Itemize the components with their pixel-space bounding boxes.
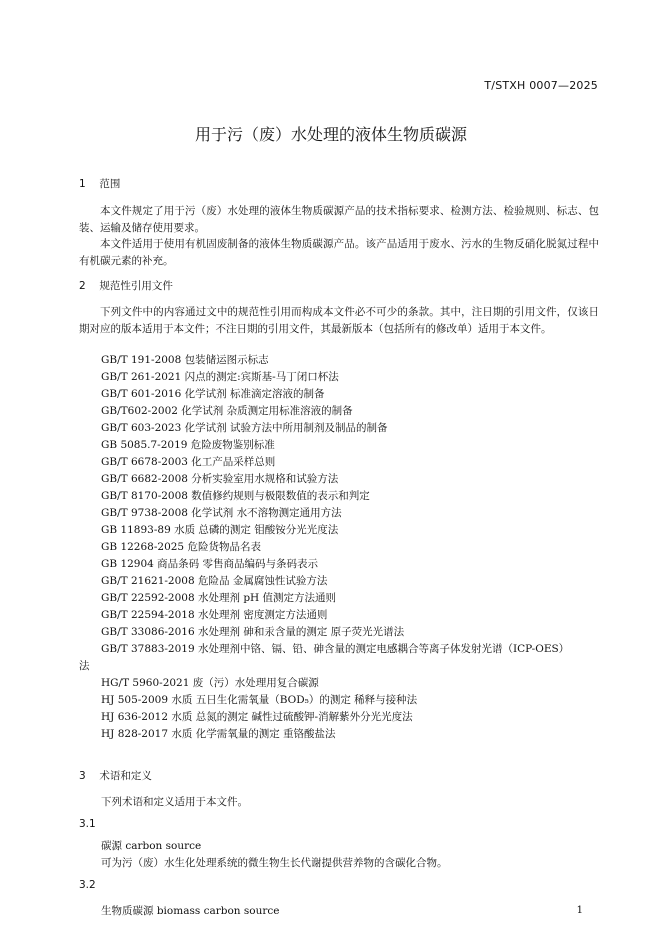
reference-item: HG/T 5960-2021 废（污）水处理用复合碳源 [101, 677, 319, 689]
reference-item: GB/T 22594-2018 水处理剂 密度测定方法通则 [101, 609, 328, 621]
reference-item: GB/T 603-2023 化学试剂 试验方法中所用制剂及制品的制备 [101, 422, 388, 434]
references-intro: 下列文件中的内容通过文中的规范性引用而构成本文件必不可少的条款。其中，注日期的引用文件，仅该日期对应的版本适用于本文件；不注日期的引用文件，其最新版本（包括所有的修改单）适用于本文件。 [79, 306, 599, 335]
scope-paragraph-2: 本文件适用于使用有机固废制备的液体生物质碳源产品。该产品适用于废水、污水的生物反硝化脱氮过程中有机碳元素的补充。 [79, 238, 599, 267]
section-2-heading [79, 278, 173, 293]
reference-item-continuation: 法 [79, 660, 90, 672]
reference-item: GB/T 21621-2008 危险品 金属腐蚀性试验方法 [101, 575, 328, 587]
standard-code: T/STXH 0007—2025 [484, 79, 598, 92]
reference-item: HJ 636-2012 水质 总氮的测定 碱性过硫酸钾-消解紫外分光光度法 [101, 711, 413, 723]
section-title: 规范性引用文件 [99, 280, 173, 292]
section-number: 2 [79, 280, 86, 292]
section-title: 术语和定义 [99, 770, 152, 782]
term-3-1-number: 3.1 [79, 818, 96, 830]
scope-paragraph-1: 本文件规定了用于污（废）水处理的液体生物质碳源产品的技术指标要求、检测方法、检验规则、标志、包装、运输及储存使用要求。 [79, 205, 599, 234]
section-number: 3 [79, 770, 86, 782]
reference-item: HJ 505-2009 水质 五日生化需氧量（BOD₅）的测定 稀释与接种法 [101, 694, 418, 706]
term-3-1-name: 碳源 carbon source [101, 840, 202, 852]
reference-item: HJ 828-2017 水质 化学需氧量的测定 重铬酸盐法 [101, 728, 336, 740]
reference-item: GB/T 601-2016 化学试剂 标准滴定溶液的制备 [101, 388, 325, 400]
term-3-1-definition: 可为污（废）水生化处理系统的微生物生长代谢提供营养物的含碳化合物。 [101, 857, 448, 869]
reference-item: GB/T 191-2008 包装储运图示标志 [101, 354, 269, 366]
reference-item: GB/T 22592-2008 水处理剂 pH 值测定方法通则 [101, 592, 337, 604]
reference-item: GB 5085.7-2019 危险废物鉴别标准 [101, 439, 275, 451]
reference-item: GB/T 37883-2019 水处理剂中铬、镉、铅、砷含量的测定电感耦合等离子体发射光谱（ICP-OES） [101, 643, 570, 655]
section-1-heading [79, 176, 120, 191]
reference-item: GB 12904 商品条码 零售商品编码与条码表示 [101, 558, 319, 570]
reference-item: GB/T 6678-2003 化工产品采样总则 [101, 456, 276, 468]
reference-item: GB 11893-89 水质 总磷的测定 钼酸铵分光光度法 [101, 524, 339, 536]
reference-item: GB/T 8170-2008 数值修约规则与极限数值的表示和判定 [101, 490, 370, 502]
reference-item: GB/T602-2002 化学试剂 杂质测定用标准溶液的制备 [101, 405, 353, 417]
page-number: 1 [576, 905, 583, 916]
reference-item: GB/T 33086-2016 水处理剂 砷和汞含量的测定 原子荧光光谱法 [101, 626, 405, 638]
document-title: 用于污（废）水处理的液体生物质碳源 [194, 125, 467, 144]
term-3-2-name: 生物质碳源 biomass carbon source [101, 905, 280, 917]
reference-item: GB/T 9738-2008 化学试剂 水不溶物测定通用方法 [101, 507, 342, 519]
reference-item: GB/T 6682-2008 分析实验室用水规格和试验方法 [101, 473, 339, 485]
section-number: 1 [79, 178, 86, 190]
reference-item: GB/T 261-2021 闪点的测定:宾斯基-马丁闭口杯法 [101, 371, 339, 383]
section-title: 范围 [99, 178, 121, 190]
terms-intro: 下列术语和定义适用于本文件。 [101, 796, 248, 808]
term-3-2-number: 3.2 [79, 879, 96, 891]
section-3-heading [79, 768, 152, 783]
reference-item: GB 12268-2025 危险货物品名表 [101, 541, 261, 553]
